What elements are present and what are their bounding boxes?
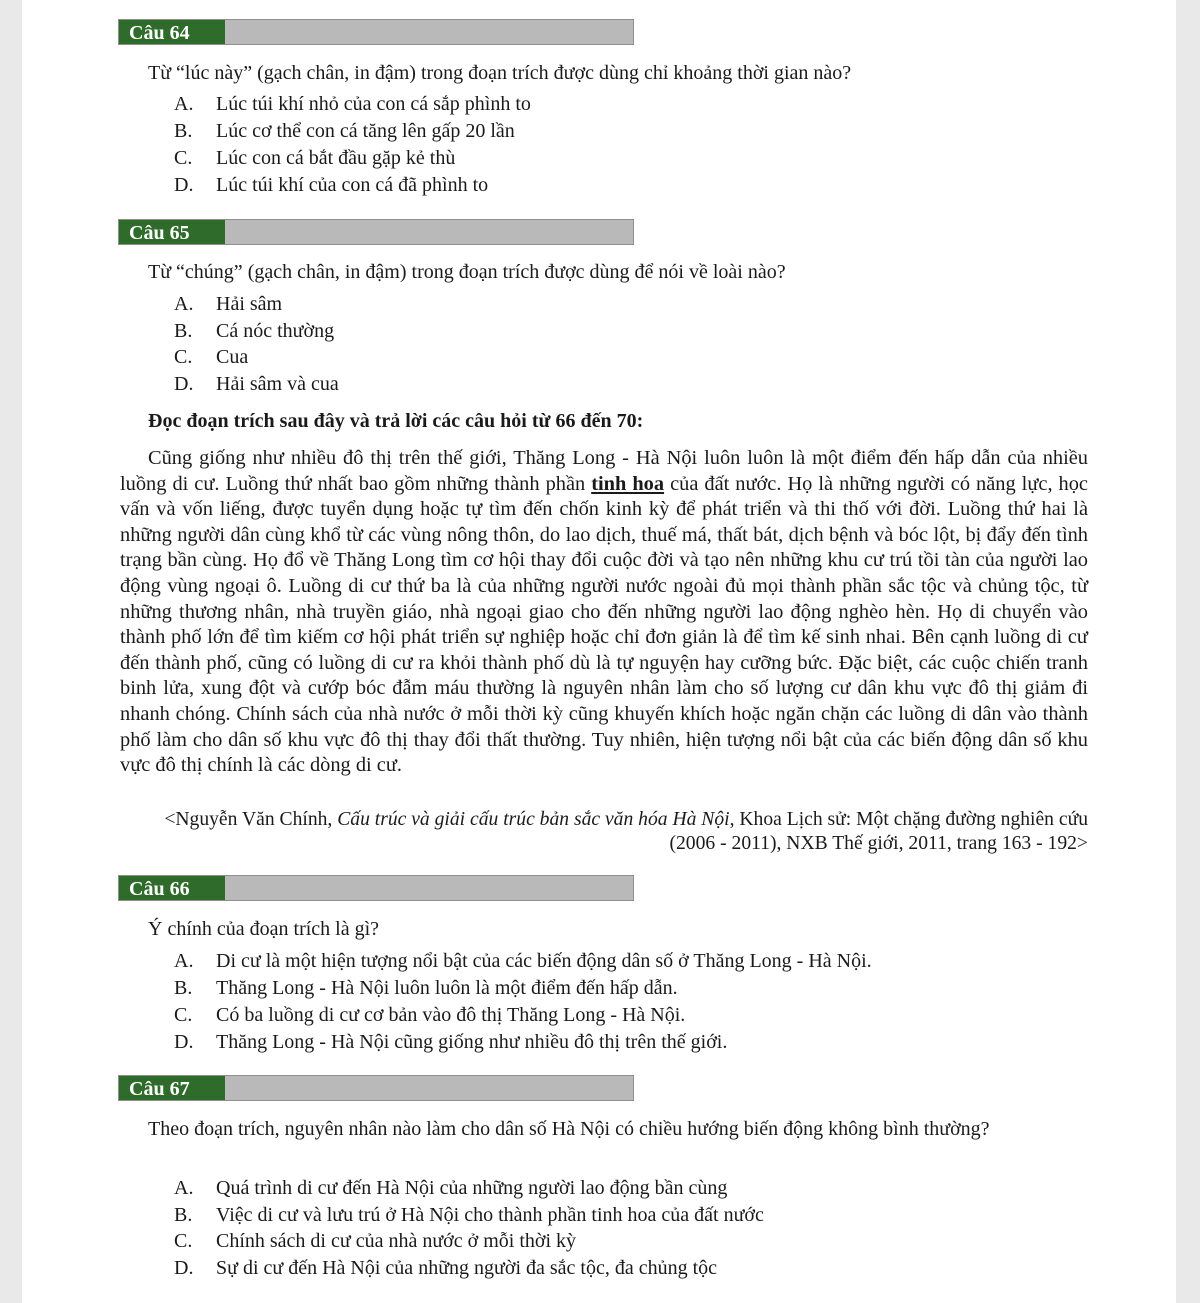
question-67-label: Câu 67: [119, 1076, 225, 1100]
question-64-label: Câu 64: [119, 20, 225, 44]
exam-page: [22, 0, 1176, 1303]
question-67-stem: Theo đoạn trích, nguyên nhân nào làm cho dân số Hà Nội có chiều hướng biến động không bình thường?: [148, 1118, 990, 1140]
passage-intro: Đọc đoạn trích sau đây và trả lời các câu hỏi từ 66 đến 70:: [148, 410, 644, 432]
question-67-option-b[interactable]: B. Việc di cư và lưu trú ở Hà Nội cho thành phần tinh hoa của đất nước: [174, 1204, 764, 1226]
question-67-option-d[interactable]: D. Sự di cư đến Hà Nội của những người đa sắc tộc, đa chủng tộc: [174, 1257, 718, 1279]
question-64-stem: Từ “lúc này” (gạch chân, in đậm) trong đoạn trích được dùng chỉ khoảng thời gian nào?: [148, 62, 852, 84]
question-64-option-b[interactable]: B. Lúc cơ thể con cá tăng lên gấp 20 lần: [174, 120, 515, 142]
question-66-header: [118, 875, 634, 901]
question-65-stem: Từ “chúng” (gạch chân, in đậm) trong đoạn trích được dùng để nói về loài nào?: [148, 261, 786, 283]
question-66-option-b[interactable]: B. Thăng Long - Hà Nội luôn luôn là một điểm đến hấp dẫn.: [174, 977, 678, 999]
question-64-option-c[interactable]: C. Lúc con cá bắt đầu gặp kẻ thù: [174, 147, 456, 169]
question-65-option-d[interactable]: D. Hải sâm và cua: [174, 373, 339, 395]
question-67-option-a[interactable]: A. Quá trình di cư đến Hà Nội của những người lao động bần cùng: [174, 1177, 728, 1199]
question-67-header: [118, 1075, 634, 1101]
passage-highlight: tinh hoa: [591, 472, 665, 495]
question-67-option-c[interactable]: C. Chính sách di cư của nhà nước ở mỗi thời kỳ: [174, 1230, 577, 1252]
passage-citation: <Nguyễn Văn Chính, Cấu trúc và giải cấu trúc bản sắc văn hóa Hà Nội, Khoa Lịch sử: Một chặng đường nghiên cứu (2006 - 2011), NXB Thế giới, 2011, trang 163 - 192>: [164, 809, 1088, 854]
question-66-stem: Ý chính của đoạn trích là gì?: [148, 918, 380, 940]
question-66-option-a[interactable]: A. Di cư là một hiện tượng nổi bật của các biến động dân số ở Thăng Long - Hà Nội.: [174, 950, 872, 972]
question-65-option-a[interactable]: A. Hải sâm: [174, 293, 283, 315]
question-64-header: [118, 19, 634, 45]
question-65-label: Câu 65: [119, 220, 225, 244]
passage-text: Cũng giống như nhiều đô thị trên thế giới, Thăng Long - Hà Nội luôn luôn là một điểm đến hấp dẫn của nhiều luồng di cư. Luồng thứ nhất bao gồm những thành phần tinh hoa của đất nước. Họ là những người có năng lực, học vấn và vốn liếng, được tuyển dụng hoặc tự tìm đến chốn kinh kỳ để phát triển và thi thố với đời. Luồng thứ hai là những người dân cùng khổ từ các vùng nông thôn, do lao dịch, thuế má, thất bát, dịch bệnh và bóc lột, bị đẩy đến tình trạng bần cùng. Họ đổ về Thăng Long tìm cơ hội thay đổi cuộc đời và tạo nên những khu cư trú tồi tàn của người lao động vùng ngoại ô. Luồng di cư thứ ba là của những người nước ngoài đủ mọi thành phần sắc tộc và chủng tộc, từ những thương nhân, nhà truyền giáo, nhà ngoại giao cho đến những người lao động nghèo hèn. Họ di chuyển vào thành phố lớn để tìm kiếm cơ hội phát triển sự nghiệp hoặc chỉ đơn giản là để tìm kế sinh nhai. Bên cạnh luồng di cư đến thành phố, cũng có luồng di cư ra khỏi thành phố dù là tự nguyện hay cưỡng bức. Đặc biệt, các cuộc chiến tranh binh lửa, xung đột và cướp bóc đẫm máu thường là nguyên nhân làm cho số lượng cư dân khu vực đô thị giảm đi nhanh chóng. Chính sách của nhà nước ở mỗi thời kỳ cũng khuyến khích hoặc ngăn chặn các luồng di dân vào thành phố làm cho dân số khu vực đô thị thay đổi thất thường. Tuy nhiên, hiện tượng nổi bật của các biến động dân số khu vực đô thị chính là các dòng di cư.: [120, 447, 1088, 777]
question-66-label: Câu 66: [119, 876, 225, 900]
question-65-option-b[interactable]: B. Cá nóc thường: [174, 320, 335, 342]
citation-book-title: Cấu trúc và giải cấu trúc bản sắc văn hóa Hà Nội: [337, 809, 730, 830]
question-66-option-c[interactable]: C. Có ba luồng di cư cơ bản vào đô thị Thăng Long - Hà Nội.: [174, 1004, 686, 1026]
question-64-option-a[interactable]: A. Lúc túi khí nhỏ của con cá sắp phình to: [174, 93, 531, 115]
question-65-header: [118, 219, 634, 245]
question-64-option-d[interactable]: D. Lúc túi khí của con cá đã phình to: [174, 174, 489, 196]
question-66-option-d[interactable]: D. Thăng Long - Hà Nội cũng giống như nhiều đô thị trên thế giới.: [174, 1031, 728, 1053]
question-65-option-c[interactable]: C. Cua: [174, 346, 249, 368]
